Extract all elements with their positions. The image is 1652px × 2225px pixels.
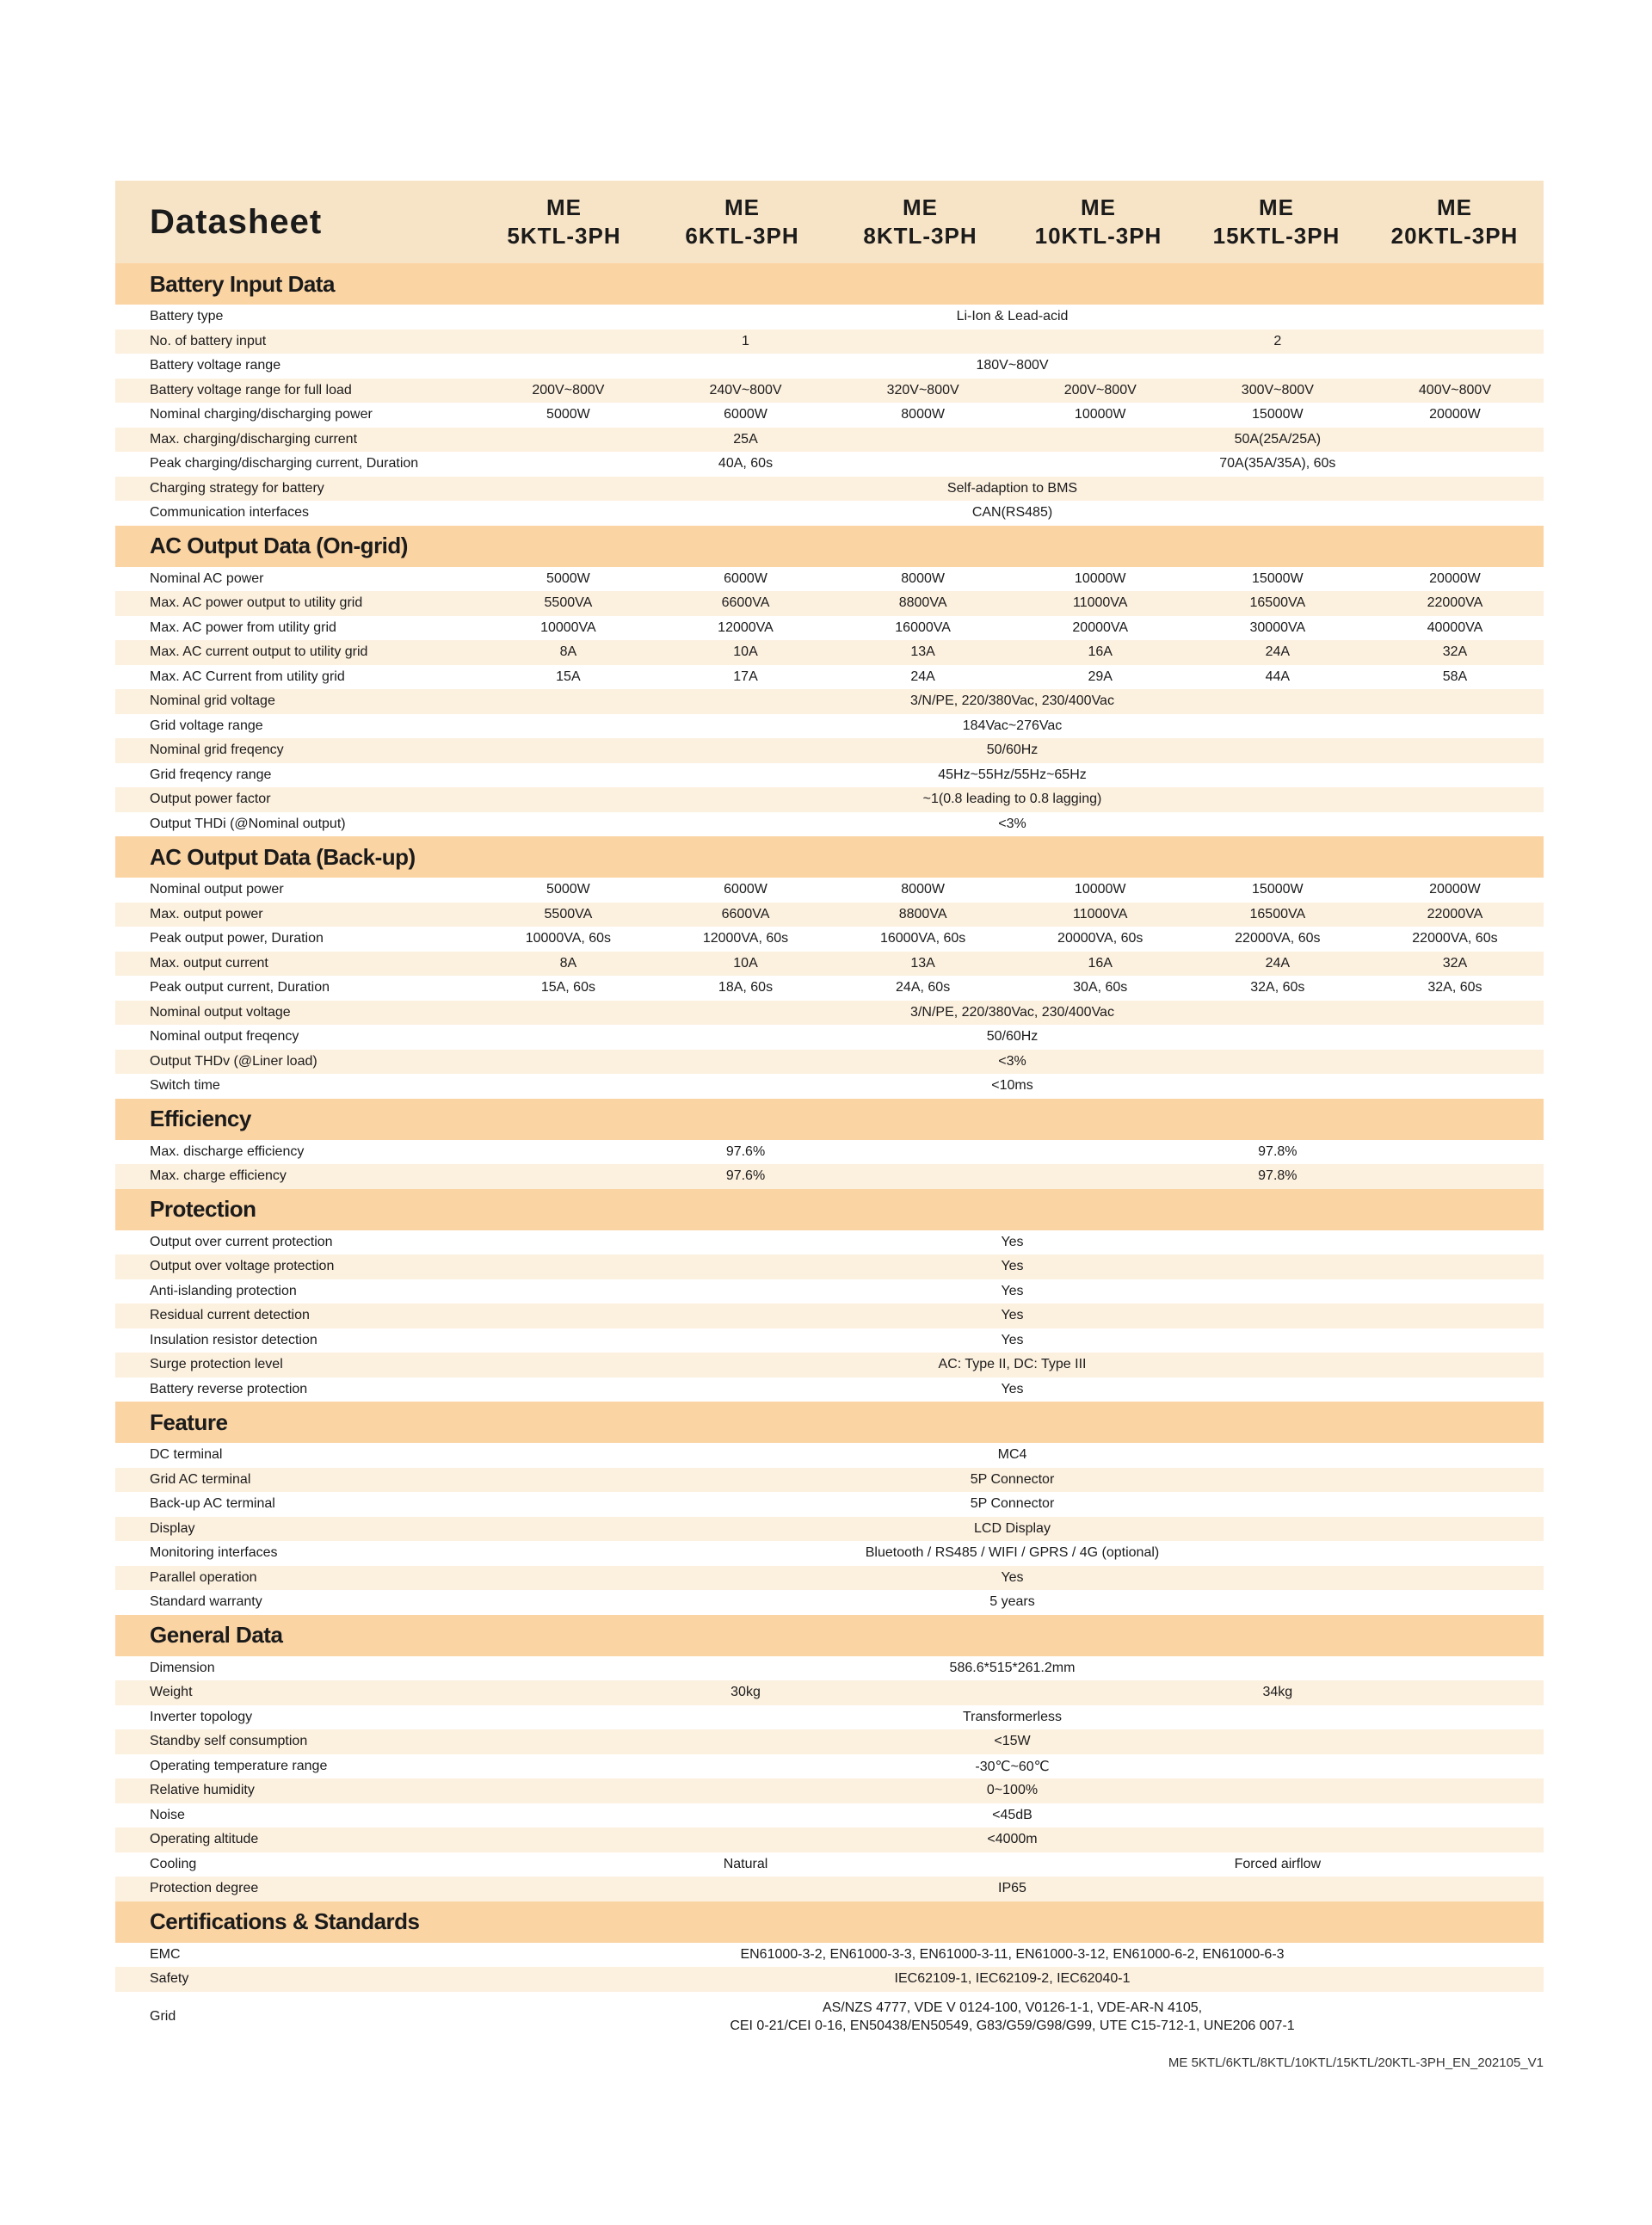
spec-value-group-a: 97.6%: [725, 1168, 766, 1184]
spec-value-group-b: 97.8%: [1258, 1143, 1298, 1159]
section-heading: General Data: [115, 1615, 1544, 1656]
spec-label: Grid: [150, 2008, 176, 2024]
spec-label: Nominal charging/discharging power: [150, 407, 373, 422]
spec-value-all: AC: Type II, DC: Type III: [938, 1357, 1087, 1372]
spec-label: Nominal output power: [150, 882, 284, 897]
section-heading: AC Output Data (On-grid): [115, 526, 1544, 567]
section-heading: Efficiency: [115, 1099, 1544, 1140]
spec-row: [115, 763, 1544, 788]
spec-value-group-b: 97.8%: [1258, 1168, 1298, 1184]
model-series: ME: [1081, 194, 1116, 220]
model-name: 20KTL-3PH: [1390, 223, 1519, 249]
spec-value: 29A: [1088, 669, 1113, 684]
spec-row: [115, 927, 1544, 952]
spec-row: [115, 1680, 1544, 1705]
spec-value: 10000W: [1074, 570, 1126, 586]
spec-value: 20000W: [1429, 407, 1481, 422]
spec-row: [115, 428, 1544, 453]
spec-value: 10A: [733, 644, 758, 660]
spec-value-all: <15W: [994, 1734, 1031, 1749]
spec-row: [115, 567, 1544, 592]
model-columns: [475, 194, 1544, 250]
spec-label: Battery voltage range for full load: [150, 382, 352, 398]
spec-value: 22000VA: [1427, 906, 1483, 921]
model-name: 15KTL-3PH: [1212, 223, 1341, 249]
spec-value-all: Self-adaption to BMS: [946, 480, 1078, 496]
spec-label: Back-up AC terminal: [150, 1496, 275, 1512]
spec-label: Output over current protection: [150, 1234, 333, 1249]
spec-value: 24A: [910, 669, 935, 684]
model-series: ME: [903, 194, 938, 220]
model-name: 6KTL-3PH: [685, 223, 799, 249]
spec-label: Relative humidity: [150, 1783, 255, 1798]
spec-row: [115, 1517, 1544, 1542]
spec-value-all: 5P Connector: [970, 1496, 1055, 1512]
spec-value-line: CEI 0-21/CEI 0-16, EN50438/EN50549, G83/G59/G98/G99, UTE C15-712-1, UNE206 007-1: [730, 2018, 1295, 2033]
spec-value-all: Yes: [1001, 1381, 1024, 1396]
spec-label: Max. AC power from utility grid: [150, 619, 336, 635]
spec-value: 22000VA: [1427, 595, 1483, 611]
spec-value: 32A: [1442, 644, 1468, 660]
spec-label: Standby self consumption: [150, 1734, 308, 1749]
spec-value-all: IEC62109-1, IEC62109-2, IEC62040-1: [894, 1971, 1131, 1987]
spec-label: Peak output current, Duration: [150, 980, 330, 995]
spec-label: Standard warranty: [150, 1594, 262, 1610]
spec-row: [115, 591, 1544, 616]
spec-row: [115, 1378, 1544, 1402]
spec-label: Display: [150, 1520, 195, 1536]
spec-row: [115, 952, 1544, 977]
spec-value-all: 0~100%: [986, 1783, 1039, 1798]
spec-value-all: Yes: [1001, 1308, 1024, 1323]
spec-row: [115, 1541, 1544, 1566]
spec-row: [115, 1656, 1544, 1681]
spec-label: Peak output power, Duration: [150, 931, 324, 946]
spec-row: [115, 1279, 1544, 1304]
spec-value: 16500VA: [1249, 595, 1306, 611]
spec-label: Surge protection level: [150, 1357, 283, 1372]
spec-value: 320V~800V: [886, 382, 959, 398]
spec-value-all: <45dB: [992, 1807, 1032, 1822]
spec-value-all: <10ms: [991, 1078, 1033, 1094]
section-heading: Feature: [115, 1402, 1544, 1443]
spec-row: [115, 1705, 1544, 1730]
spec-value: 22000VA, 60s: [1235, 931, 1321, 946]
spec-value: 15000W: [1252, 407, 1304, 422]
spec-value-all: ~1(0.8 leading to 0.8 lagging): [922, 792, 1102, 807]
model-header: [653, 194, 831, 250]
model-header: [475, 194, 653, 250]
spec-row: [115, 665, 1544, 690]
spec-row: [115, 640, 1544, 665]
spec-label: No. of battery input: [150, 333, 267, 348]
spec-label: Grid AC terminal: [150, 1471, 251, 1487]
spec-row: [115, 878, 1544, 903]
model-series: ME: [1437, 194, 1472, 220]
spec-value: 10A: [733, 955, 758, 971]
spec-value-group-b: 70A(35A/35A), 60s: [1219, 456, 1336, 472]
spec-value-all: 3/N/PE, 220/380Vac, 230/400Vac: [910, 693, 1114, 709]
spec-value: 8800VA: [898, 595, 947, 611]
spec-value: 10000W: [1074, 407, 1126, 422]
spec-value: 10000VA: [540, 619, 596, 635]
spec-row: [115, 1304, 1544, 1328]
spec-value-all: LCD Display: [974, 1520, 1051, 1536]
spec-label: Protection degree: [150, 1881, 259, 1896]
model-name: 5KTL-3PH: [507, 223, 621, 249]
spec-value: 32A: [1442, 955, 1468, 971]
model-name: 8KTL-3PH: [863, 223, 977, 249]
spec-label: Nominal output freqency: [150, 1029, 299, 1045]
spec-value-group-a: 97.6%: [725, 1143, 766, 1159]
spec-value: 24A, 60s: [896, 980, 951, 995]
model-series: ME: [1259, 194, 1294, 220]
spec-label: Weight: [150, 1685, 193, 1700]
spec-label: Switch time: [150, 1078, 220, 1094]
spec-row: [115, 354, 1544, 379]
spec-label: Peak charging/discharging current, Duration: [150, 456, 419, 472]
spec-value: 240V~800V: [709, 382, 782, 398]
spec-row: [115, 1468, 1544, 1493]
spec-value-all: 50/60Hz: [986, 1029, 1039, 1045]
spec-label: DC terminal: [150, 1447, 223, 1463]
spec-value: 8800VA: [898, 906, 947, 921]
spec-label: Battery reverse protection: [150, 1381, 308, 1396]
spec-row: [115, 1328, 1544, 1353]
spec-row: [115, 1074, 1544, 1099]
spec-value: 44A: [1265, 669, 1291, 684]
spec-value: 24A: [1265, 955, 1291, 971]
spec-value: 8000W: [901, 570, 945, 586]
spec-label: Max. AC power output to utility grid: [150, 595, 363, 611]
spec-row: [115, 738, 1544, 763]
spec-value: 30A, 60s: [1073, 980, 1128, 995]
spec-value-all: Li-Ion & Lead-acid: [956, 309, 1069, 324]
spec-value: 32A, 60s: [1250, 980, 1305, 995]
spec-value-all: Yes: [1001, 1569, 1024, 1585]
spec-row: [115, 1852, 1544, 1877]
spec-row: [115, 616, 1544, 641]
spec-row: [115, 976, 1544, 1001]
spec-value-group-b: Forced airflow: [1234, 1856, 1322, 1871]
spec-label: Max. output power: [150, 906, 263, 921]
spec-value: 11000VA: [1072, 595, 1128, 611]
spec-row: [115, 501, 1544, 526]
spec-row: [115, 714, 1544, 739]
spec-value-group-b: 2: [1273, 333, 1282, 348]
spec-label: Dimension: [150, 1660, 215, 1675]
spec-value: 8A: [559, 955, 577, 971]
spec-value: 20000VA: [1072, 619, 1129, 635]
spec-value-all: 45Hz~55Hz/55Hz~65Hz: [938, 767, 1087, 782]
spec-value-group-a: 40A, 60s: [718, 456, 774, 472]
model-header: [1009, 194, 1187, 250]
spec-value-group-a: 30kg: [730, 1685, 761, 1700]
spec-value: 32A, 60s: [1427, 980, 1482, 995]
spec-row: [115, 812, 1544, 837]
spec-row: [115, 403, 1544, 428]
spec-value: 11000VA: [1072, 906, 1128, 921]
section-heading: AC Output Data (Back-up): [115, 836, 1544, 878]
spec-row: [115, 1492, 1544, 1517]
spec-label: Max. discharge efficiency: [150, 1143, 305, 1159]
spec-label: Monitoring interfaces: [150, 1545, 278, 1561]
spec-value: 12000VA: [718, 619, 774, 635]
spec-label: Safety: [150, 1971, 189, 1987]
spec-label: Output THDi (@Nominal output): [150, 816, 346, 831]
spec-label: Nominal grid voltage: [150, 693, 275, 709]
spec-label: Anti-islanding protection: [150, 1283, 297, 1298]
spec-row: [115, 1254, 1544, 1279]
spec-value: 5500VA: [544, 906, 593, 921]
spec-value: 16000VA: [895, 619, 951, 635]
spec-value: 20000VA, 60s: [1057, 931, 1143, 946]
spec-value-all: Yes: [1001, 1283, 1024, 1298]
model-header: [1365, 194, 1544, 250]
spec-value: 40000VA: [1427, 619, 1483, 635]
spec-row: [115, 689, 1544, 714]
spec-value: 200V~800V: [532, 382, 605, 398]
spec-value-all: CAN(RS485): [971, 505, 1053, 521]
spec-row: [115, 1729, 1544, 1754]
spec-value-all: <3%: [998, 816, 1026, 831]
spec-value-all: Yes: [1001, 1234, 1024, 1249]
spec-label: Nominal grid freqency: [150, 743, 284, 758]
spec-value: 6000W: [724, 407, 767, 422]
spec-label: Max. AC Current from utility grid: [150, 669, 345, 684]
spec-row: [115, 379, 1544, 404]
spec-value: 13A: [910, 644, 935, 660]
spec-value: 13A: [910, 955, 935, 971]
section-heading: Protection: [115, 1189, 1544, 1230]
spec-row: [115, 1943, 1544, 1968]
spec-value: 16A: [1088, 644, 1113, 660]
spec-value-all: [481, 1999, 1544, 2035]
spec-value: 30000VA: [1249, 619, 1306, 635]
spec-label: Max. charging/discharging current: [150, 431, 358, 447]
spec-value-all: -30℃~60℃: [975, 1759, 1050, 1774]
spec-value-group-a: 25A: [733, 431, 758, 447]
spec-value-group-b: 50A(25A/25A): [1234, 431, 1322, 447]
spec-value: 10000W: [1074, 882, 1126, 897]
spec-label: Parallel operation: [150, 1569, 257, 1585]
spec-value-group-a: 1: [742, 333, 749, 348]
spec-label: Communication interfaces: [150, 505, 309, 521]
spec-value: 20000W: [1429, 570, 1481, 586]
model-header: [1187, 194, 1365, 250]
spec-value: 15000W: [1252, 570, 1304, 586]
datasheet-title: Datasheet: [150, 202, 323, 241]
spec-row: [115, 1778, 1544, 1803]
spec-value-all: 3/N/PE, 220/380Vac, 230/400Vac: [910, 1004, 1114, 1020]
datasheet-table: [115, 181, 1544, 2042]
spec-row: [115, 1967, 1544, 1992]
spec-value: 6000W: [724, 570, 767, 586]
spec-value: 6000W: [724, 882, 767, 897]
spec-value: 8000W: [901, 407, 945, 422]
spec-value-all: 5P Connector: [970, 1471, 1055, 1487]
section-heading: Certifications & Standards: [115, 1901, 1544, 1943]
spec-value: 15A, 60s: [540, 980, 595, 995]
model-header: [831, 194, 1009, 250]
spec-label: Max. charge efficiency: [150, 1168, 287, 1184]
spec-value-all: 180V~800V: [976, 358, 1049, 373]
spec-value: 5000W: [546, 570, 590, 586]
spec-value: 6600VA: [721, 906, 770, 921]
spec-label: Max. AC current output to utility grid: [150, 644, 368, 660]
spec-value: 6600VA: [721, 595, 770, 611]
spec-row: [115, 1230, 1544, 1255]
spec-value-all: IP65: [998, 1881, 1026, 1896]
spec-value-group-b: 34kg: [1262, 1685, 1293, 1700]
spec-value: 10000VA, 60s: [525, 931, 612, 946]
spec-row: [115, 1877, 1544, 1901]
model-series: ME: [546, 194, 582, 220]
spec-value: 8000W: [901, 882, 945, 897]
spec-row: [115, 477, 1544, 502]
spec-value-all: Yes: [1001, 1259, 1024, 1274]
spec-value-line: AS/NZS 4777, VDE V 0124-100, V0126-1-1, VDE-AR-N 4105,: [822, 2000, 1203, 2015]
spec-value: 16A: [1088, 955, 1113, 971]
spec-label: Output THDv (@Liner load): [150, 1053, 317, 1069]
spec-value: 5500VA: [544, 595, 593, 611]
spec-label: Nominal output voltage: [150, 1004, 291, 1020]
spec-value-all: 586.6*515*261.2mm: [949, 1660, 1076, 1675]
spec-value: 200V~800V: [1063, 382, 1137, 398]
spec-label: Grid freqency range: [150, 767, 272, 782]
spec-value-all: 184Vac~276Vac: [962, 718, 1063, 733]
spec-label: Charging strategy for battery: [150, 480, 324, 496]
spec-label: Battery type: [150, 309, 224, 324]
spec-label: Noise: [150, 1807, 185, 1822]
spec-row: [115, 452, 1544, 477]
spec-row: [115, 787, 1544, 812]
spec-label: Nominal AC power: [150, 570, 264, 586]
spec-value: 17A: [733, 669, 758, 684]
spec-label: Output over voltage protection: [150, 1259, 335, 1274]
spec-value-all: MC4: [997, 1447, 1027, 1463]
spec-value: 16000VA, 60s: [879, 931, 966, 946]
spec-value: 5000W: [546, 882, 590, 897]
spec-value-group-a: Natural: [723, 1856, 768, 1871]
spec-row: [115, 1001, 1544, 1026]
spec-label: Output power factor: [150, 792, 271, 807]
model-name: 10KTL-3PH: [1034, 223, 1162, 249]
spec-value: 24A: [1265, 644, 1291, 660]
spec-value-all: Yes: [1001, 1332, 1024, 1347]
spec-row: [115, 903, 1544, 928]
spec-value: 58A: [1442, 669, 1468, 684]
spec-row: [115, 1803, 1544, 1828]
spec-value: 5000W: [546, 407, 590, 422]
spec-row: [115, 330, 1544, 354]
spec-row: [115, 1140, 1544, 1165]
spec-row: [115, 1025, 1544, 1050]
spec-row: [115, 1566, 1544, 1591]
spec-value-all: Transformerless: [963, 1709, 1062, 1724]
spec-value: 12000VA, 60s: [702, 931, 789, 946]
spec-row: [115, 1050, 1544, 1075]
spec-row: [115, 1754, 1544, 1779]
datasheet-header: [115, 181, 1544, 263]
spec-value-all: 50/60Hz: [986, 743, 1039, 758]
section-heading: Battery Input Data: [115, 263, 1544, 305]
spec-label: EMC: [150, 1946, 181, 1962]
spec-value: 22000VA, 60s: [1412, 931, 1498, 946]
spec-label: Operating temperature range: [150, 1758, 328, 1773]
spec-row: [115, 1353, 1544, 1378]
spec-value: 15A: [556, 669, 581, 684]
spec-value: 18A, 60s: [718, 980, 774, 995]
spec-row: [115, 305, 1544, 330]
spec-value: 300V~800V: [1241, 382, 1314, 398]
spec-row: [115, 1827, 1544, 1852]
spec-label: Insulation resistor detection: [150, 1332, 317, 1347]
spec-row: [115, 1590, 1544, 1615]
spec-value: 16500VA: [1249, 906, 1306, 921]
spec-label: Max. output current: [150, 955, 268, 971]
spec-value-all: <4000m: [987, 1832, 1038, 1847]
model-series: ME: [724, 194, 760, 220]
spec-row: [115, 1164, 1544, 1189]
spec-label: Battery voltage range: [150, 358, 281, 373]
spec-label: Cooling: [150, 1856, 197, 1871]
spec-value: 8A: [559, 644, 577, 660]
spec-value: 15000W: [1252, 882, 1304, 897]
spec-value-all: 5 years: [989, 1594, 1035, 1610]
spec-value-all: EN61000-3-2, EN61000-3-3, EN61000-3-11, EN61000-3-12, EN61000-6-2, EN61000-6-3: [740, 1946, 1285, 1962]
spec-value-all: <3%: [998, 1053, 1026, 1069]
spec-value: 20000W: [1429, 882, 1481, 897]
document-code: ME 5KTL/6KTL/8KTL/10KTL/15KTL/20KTL-3PH_EN_202105_V1: [1168, 2056, 1544, 2070]
spec-label: Residual current detection: [150, 1308, 310, 1323]
datasheet-sections: [115, 263, 1544, 2042]
spec-row: [115, 1443, 1544, 1468]
spec-row: [115, 1992, 1544, 2042]
spec-value-all: Bluetooth / RS485 / WIFI / GPRS / 4G (optional): [865, 1545, 1160, 1561]
spec-label: Grid voltage range: [150, 718, 263, 733]
spec-label: Operating altitude: [150, 1832, 259, 1847]
spec-label: Inverter topology: [150, 1709, 253, 1724]
spec-value: 400V~800V: [1418, 382, 1491, 398]
